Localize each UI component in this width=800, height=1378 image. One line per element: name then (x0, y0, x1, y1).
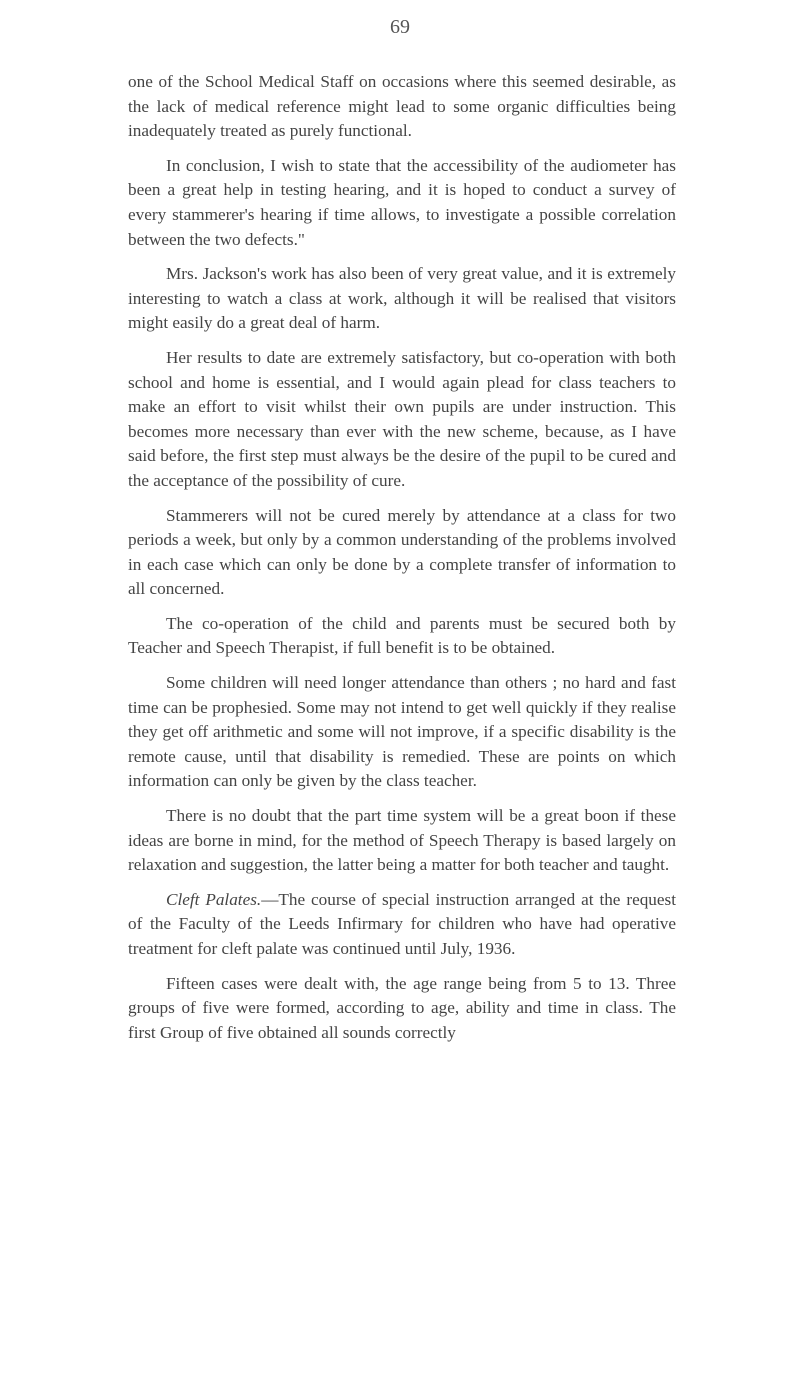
paragraph-7: Some children will need longer attendance than others ; no hard and fast time can be prophesied. Some may not intend to get well quickly if they realise they get off arithmetic and some will not improve, if a specific disability is the remote cause, until that disability is remedied. These are points on which information can only be given by the class teacher. (128, 673, 676, 791)
paragraph-1: one of the School Medical Staff on occasions where this seemed desirable, as the lack of medical reference might lead to some organic difficulties being inadequately treated as purely functional. (128, 72, 676, 141)
paragraph-4: Her results to date are extremely satisfactory, but co-operation with both school and home is essential, and I would again plead for class teachers to make an effort to visit whilst their own pupils are under instruction. This becomes more necessary than ever with the new scheme, because, as I have said before, the first step must always be the desire of the pupil to be cured and the acceptance of the possibility of cure. (128, 347, 676, 490)
paragraph-9-text: —The course of special instruction arranged at the request of the Faculty of the Leeds Infirmary for children who have had operative treatment for cleft palate was continued until July, 1936. (128, 889, 676, 958)
paragraph-3: Mrs. Jackson's work has also been of very great value, and it is extremely interesting to watch a class at work, although it will be realised that visitors might easily do a great deal of harm. (128, 264, 676, 333)
body-text (128, 70, 676, 1055)
section-heading-cleft-palates: Cleft Palates. (166, 889, 262, 909)
page-number: 69 (390, 16, 410, 38)
paragraph-10: Fifteen cases were dealt with, the age range being from 5 to 13. Three groups of five were formed, according to age, ability and time in class. The first Group of five obtained all sounds correctly (128, 973, 676, 1042)
paragraph-8: There is no doubt that the part time system will be a great boon if these ideas are borne in mind, for the method of Speech Therapy is based largely on relaxation and suggestion, the latter being a matter for both teacher and taught. (128, 806, 676, 875)
paragraph-9 (128, 888, 676, 962)
paragraph-2: In conclusion, I wish to state that the accessibility of the audiometer has been a great help in testing hearing, and it is hoped to conduct a survey of every stammerer's hearing if time allows, to investigate a possible correlation between the two defects." (128, 155, 676, 249)
paragraph-5: Stammerers will not be cured merely by attendance at a class for two periods a week, but only by a common understanding of the problems involved in each case which can only be done by a complete transfer of information to all concerned. (128, 505, 676, 599)
paragraph-6: The co-operation of the child and parents must be secured both by Teacher and Speech Therapist, if full benefit is to be obtained. (128, 613, 676, 658)
